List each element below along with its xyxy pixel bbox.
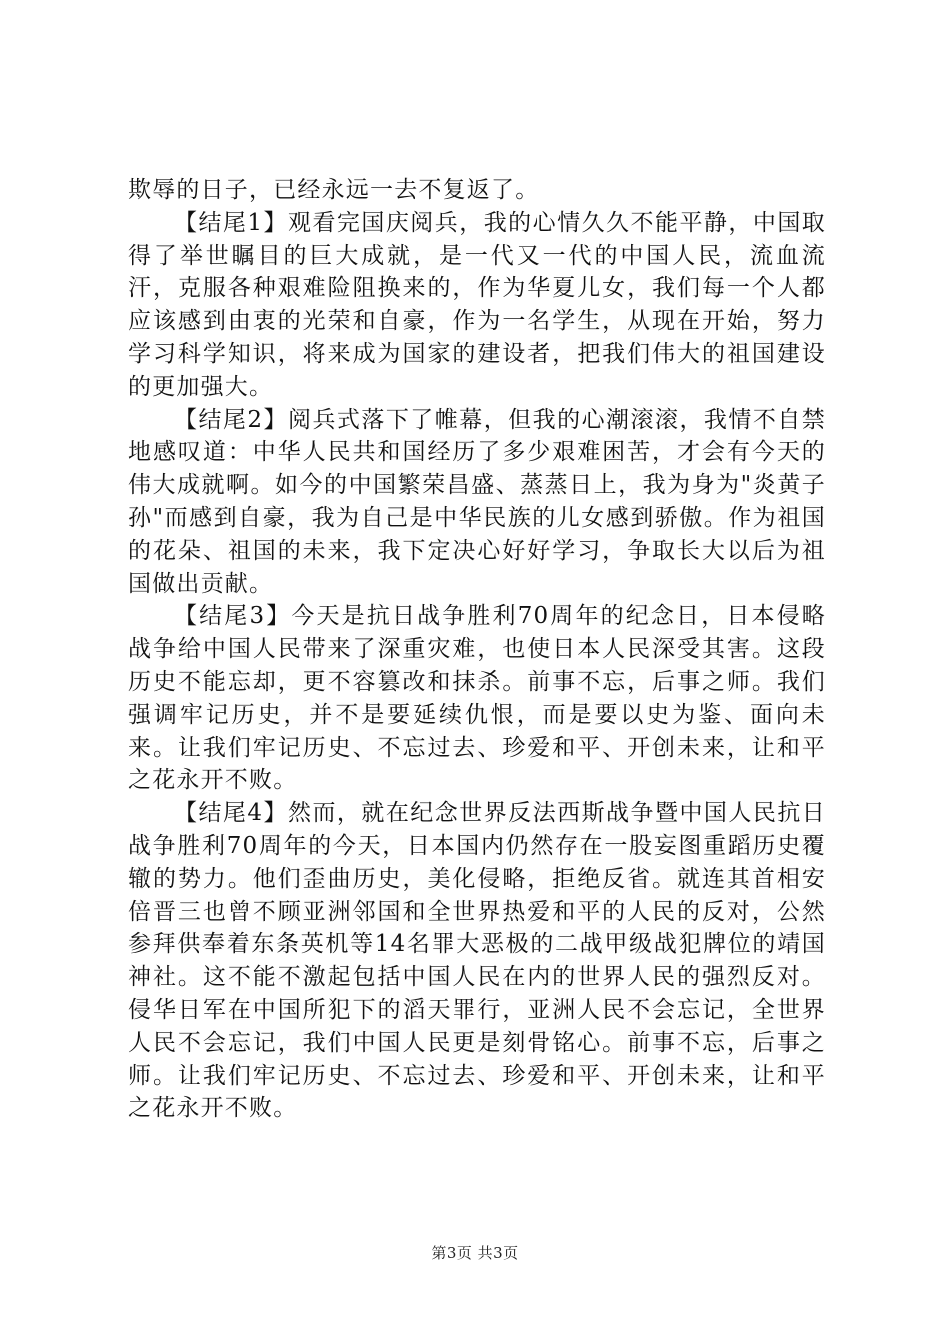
- paragraph-ending-4: 【结尾4】然而，就在纪念世界反法西斯战争暨中国人民抗日战争胜利70周年的今天，日本国内仍然存在一股妄图重蹈历史覆辙的势力。他们歪曲历史，美化侵略，拒绝反省。就连其首相安倍晋三也曾不顾亚洲邻国和全世界热爱和平的人民的反对，公然参拜供奉着东条英机等14名罪大恶极的二战甲级战犯牌位的靖国神社。这不能不激起包括中国人民在内的世界人民的强烈反对。侵华日军在中国所犯下的滔天罪行，亚洲人民不会忘记，全世界人民不会忘记，我们中国人民更是刻骨铭心。前事不忘，后事之师。让我们牢记历史、不忘过去、珍爱和平、开创未来，让和平之花永开不败。: [128, 800, 826, 1122]
- page-number-footer: 第3页 共3页: [431, 1244, 519, 1262]
- paragraph-ending-3: 【结尾3】今天是抗日战争胜利70周年的纪念日，日本侵略战争给中国人民带来了深重灾难，也使日本人民深受其害。这段历史不能忘却，更不容篡改和抹杀。前事不忘，后事之师。我们强调牢记历史，并不是要延续仇恨，而是要以史为鉴、面向未来。让我们牢记历史、不忘过去、珍爱和平、开创未来，让和平之花永开不败。: [128, 603, 826, 794]
- paragraph-ending-2: 【结尾2】阅兵式落下了帷幕，但我的心潮滚滚，我情不自禁地感叹道：中华人民共和国经历了多少艰难困苦，才会有今天的伟大成就啊。如今的中国繁荣昌盛、蒸蒸日上，我为身为"炎黄子孙"而感到自豪，我为自己是中华民族的儿女感到骄傲。作为祖国的花朵、祖国的未来，我下定决心好好学习，争取长大以后为祖国做出贡献。: [128, 406, 826, 597]
- paragraph-continued: 欺辱的日子，已经永远一去不复返了。: [128, 177, 540, 203]
- document-body: [128, 174, 826, 1125]
- paragraph-ending-1: 【结尾1】观看完国庆阅兵，我的心情久久不能平静，中国取得了举世瞩目的巨大成就，是一代又一代的中国人民，流血流汗，克服各种艰难险阻换来的，作为华夏儿女，我们每一个人都应该感到由衷的光荣和自豪，作为一名学生，从现在开始，努力学习科学知识，将来成为国家的建设者，把我们伟大的祖国建设的更加强大。: [128, 209, 826, 400]
